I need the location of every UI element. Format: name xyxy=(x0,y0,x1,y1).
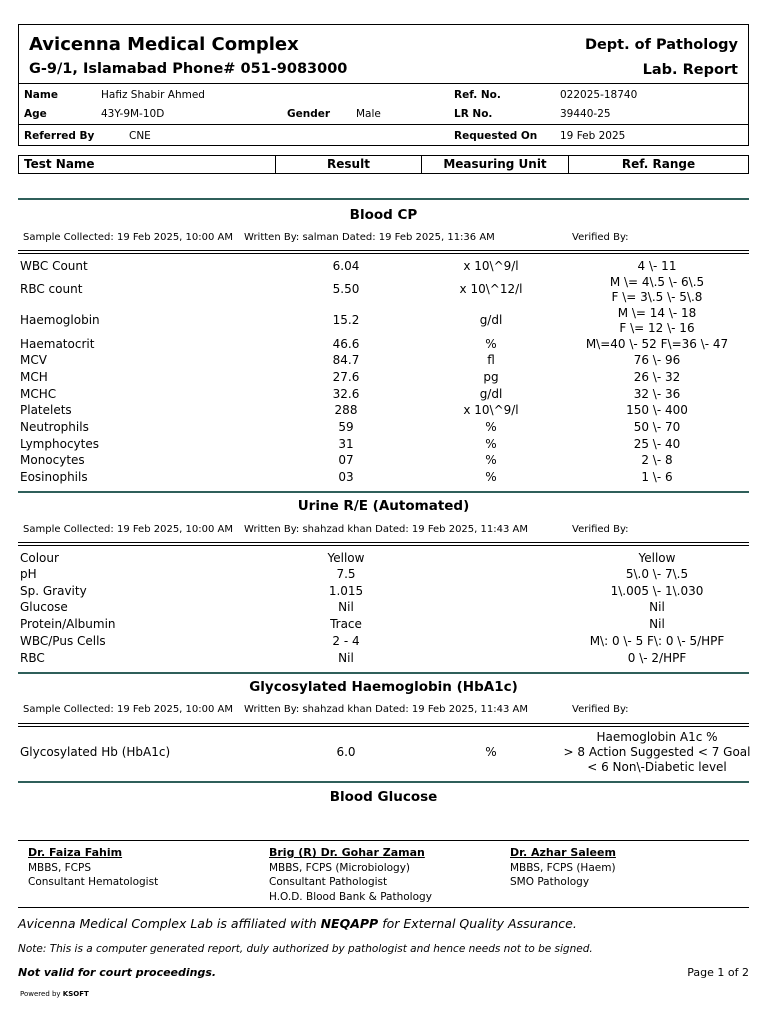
sample-collected: Sample Collected: 19 Feb 2025, 10:00 AM xyxy=(23,232,234,243)
result-row-haemoglobin xyxy=(18,306,749,335)
org-address: G-9/1, Islamabad Phone# 051-9083000 xyxy=(29,61,348,77)
test-ref-range: 1 \- 6 xyxy=(641,470,673,484)
col-result: Result xyxy=(276,156,422,173)
test-name: Platelets xyxy=(20,403,72,417)
doctor-title-2: H.O.D. Blood Bank & Pathology xyxy=(269,890,432,903)
referred-label: Referred By xyxy=(24,130,95,142)
col-ref-range: Ref. Range xyxy=(621,157,696,171)
powered-by xyxy=(20,990,89,998)
test-name: Colour xyxy=(20,551,59,565)
test-name: Neutrophils xyxy=(20,420,89,434)
test-unit: % xyxy=(485,437,497,451)
test-ref-range: 5\.0 \- 7\.5 xyxy=(625,567,689,581)
lr-no: 39440-25 xyxy=(560,108,611,120)
affiliation-bold: NEQAPP xyxy=(320,916,379,931)
test-result: Trace xyxy=(330,617,362,631)
test-result: 288 xyxy=(334,403,358,417)
test-result: 31 xyxy=(338,437,354,451)
result-row-eosinophils xyxy=(18,470,749,487)
powered-by-label: Powered by xyxy=(20,990,63,998)
test-name: MCHC xyxy=(20,387,57,401)
col-unit: Measuring Unit xyxy=(422,156,569,173)
test-result: 32.6 xyxy=(332,387,360,401)
test-result: 07 xyxy=(338,453,354,467)
result-row-lymphocytes xyxy=(18,437,749,454)
column-header xyxy=(18,155,749,174)
requested-on: 19 Feb 2025 xyxy=(560,130,626,142)
test-unit: g/dl xyxy=(479,387,503,401)
test-result: 6.04 xyxy=(332,259,360,273)
test-ref-range: 32 \- 36 xyxy=(633,387,681,401)
doctor-3 xyxy=(510,846,616,890)
name-label: Name xyxy=(24,89,58,101)
test-name: Eosinophils xyxy=(20,470,88,484)
test-unit: fl xyxy=(487,353,495,367)
test-unit: x 10\^9/l xyxy=(463,403,519,417)
verified-by: Verified By: xyxy=(572,704,629,715)
result-row-ph xyxy=(18,567,749,584)
test-result: 5.50 xyxy=(332,282,360,296)
test-unit: % xyxy=(485,337,497,351)
test-name: Glycosylated Hb (HbA1c) xyxy=(20,745,171,759)
test-name: Monocytes xyxy=(20,453,85,467)
doctor-title: SMO Pathology xyxy=(510,876,590,888)
sample-collected: Sample Collected: 19 Feb 2025, 10:00 AM xyxy=(23,524,234,535)
test-ref-range: 2 \- 8 xyxy=(641,453,673,467)
test-unit: g/dl xyxy=(479,313,503,327)
test-name: Protein/Albumin xyxy=(20,617,116,631)
computer-generated-note: Note: This is a computer generated report, duly authorized by pathologist and hence needs not to be signed. xyxy=(18,943,593,955)
test-name: RBC xyxy=(20,651,45,665)
test-name: Haemoglobin xyxy=(20,313,100,327)
test-result: 1.015 xyxy=(328,584,364,598)
doctor-title: Consultant Pathologist xyxy=(269,876,388,888)
requested-label: Requested On xyxy=(454,130,538,142)
test-ref-range: 4 \- 11 xyxy=(637,259,677,273)
result-row-rbc-urine xyxy=(18,651,749,668)
meta-divider xyxy=(18,253,749,254)
test-result: Nil xyxy=(338,651,354,665)
court-disclaimer: Not valid for court proceedings. xyxy=(18,966,217,979)
doctor-2 xyxy=(269,846,432,904)
test-name: Lymphocytes xyxy=(20,437,99,451)
test-result: Yellow xyxy=(327,551,365,565)
test-ref-range-3: < 6 Non\-Diabetic level xyxy=(587,760,727,774)
section-divider xyxy=(18,198,749,200)
meta-divider xyxy=(18,726,749,727)
result-row-colour xyxy=(18,551,749,568)
test-ref-range: 1\.005 \- 1\.030 xyxy=(610,584,704,598)
doctor-title: Consultant Hematologist xyxy=(28,876,159,888)
report-type: Lab. Report xyxy=(642,62,738,78)
test-name: Glucose xyxy=(20,600,68,614)
sample-collected: Sample Collected: 19 Feb 2025, 10:00 AM xyxy=(23,704,234,715)
ref-label: Ref. No. xyxy=(454,89,501,101)
test-result: 7.5 xyxy=(336,567,356,581)
test-ref-range: 50 \- 70 xyxy=(633,420,681,434)
test-name: WBC Count xyxy=(20,259,88,273)
test-unit: % xyxy=(485,420,497,434)
patient-gender: Male xyxy=(356,108,381,120)
section-title-urine: Urine R/E (Automated) xyxy=(297,498,470,514)
meta-divider xyxy=(18,542,749,543)
test-name: Haematocrit xyxy=(20,337,95,351)
test-name: MCV xyxy=(20,353,47,367)
written-by: Written By: salman Dated: 19 Feb 2025, 11:36 AM xyxy=(244,232,495,243)
test-result: 03 xyxy=(338,470,354,484)
test-ref-range: 0 \- 2/HPF xyxy=(627,651,687,665)
meta-divider xyxy=(18,723,749,724)
test-ref-range: M \= 4\.5 \- 6\.5 xyxy=(609,275,705,289)
result-row-mchc xyxy=(18,387,749,404)
result-row-protein xyxy=(18,617,749,634)
col-test-name: Test Name xyxy=(19,156,276,173)
result-row-monocytes xyxy=(18,453,749,470)
test-ref-range-f: F \= 12 \- 16 xyxy=(619,321,695,335)
test-result: 84.7 xyxy=(332,353,360,367)
result-row-sp-gravity xyxy=(18,584,749,601)
test-unit: % xyxy=(485,470,497,484)
written-by: Written By: shahzad khan Dated: 19 Feb 2025, 11:43 AM xyxy=(244,704,528,715)
page-number: Page 1 of 2 xyxy=(687,966,749,979)
test-ref-range: 25 \- 40 xyxy=(633,437,681,451)
gender-label: Gender xyxy=(287,108,331,120)
section-title-blood-cp: Blood CP xyxy=(349,207,418,223)
lr-label: LR No. xyxy=(454,108,493,120)
test-ref-range: M\=40 \- 52 F\=36 \- 47 xyxy=(585,337,729,351)
section-divider xyxy=(18,672,749,674)
test-ref-range: M \= 14 \- 18 xyxy=(617,306,697,320)
age-label: Age xyxy=(24,108,47,120)
info-divider xyxy=(19,124,748,125)
test-ref-range: 26 \- 32 xyxy=(633,370,681,384)
patient-name: Hafiz Shabir Ahmed xyxy=(101,89,205,101)
doctor-name: Dr. Azhar Saleem xyxy=(510,846,616,859)
section-divider xyxy=(18,781,749,783)
ksoft-logo: KSOFT xyxy=(62,990,89,998)
affiliation-text xyxy=(18,916,577,931)
result-row-haematocrit xyxy=(18,337,749,354)
test-name: pH xyxy=(20,567,37,581)
test-result: 27.6 xyxy=(332,370,360,384)
report-header xyxy=(18,24,749,84)
result-row-rbc xyxy=(18,275,749,304)
affiliation-post: for External Quality Assurance. xyxy=(378,916,577,931)
test-name: MCH xyxy=(20,370,48,384)
test-ref-range: Nil xyxy=(649,600,665,614)
test-name: RBC count xyxy=(20,282,83,296)
test-ref-range: 76 \- 96 xyxy=(633,353,681,367)
test-unit: x 10\^9/l xyxy=(463,259,519,273)
result-row-hba1c xyxy=(18,730,751,774)
verified-by: Verified By: xyxy=(572,232,629,243)
dept-name: Dept. of Pathology xyxy=(584,37,738,53)
written-by: Written By: shahzad khan Dated: 19 Feb 2025, 11:43 AM xyxy=(244,524,528,535)
test-name: Sp. Gravity xyxy=(20,584,87,598)
result-row-wbc-pus xyxy=(18,634,749,651)
test-ref-range-f: F \= 3\.5 \- 5\.8 xyxy=(611,290,703,304)
test-result: 46.6 xyxy=(332,337,360,351)
affiliation-pre: Avicenna Medical Complex Lab is affiliated with xyxy=(18,916,321,931)
meta-divider xyxy=(18,545,749,546)
test-ref-range: M\: 0 \- 5 F\: 0 \- 5/HPF xyxy=(589,634,725,648)
result-row-neutrophils xyxy=(18,420,749,437)
test-name: WBC/Pus Cells xyxy=(20,634,106,648)
referred-by: CNE xyxy=(129,130,151,142)
test-result: 59 xyxy=(338,420,354,434)
result-row-wbc xyxy=(18,259,749,276)
test-ref-range: Haemoglobin A1c % xyxy=(596,730,718,744)
test-unit: x 10\^12/l xyxy=(459,282,523,296)
doctor-qualification: MBBS, FCPS xyxy=(28,861,91,874)
test-unit: % xyxy=(485,745,497,759)
doctor-name: Dr. Faiza Fahim xyxy=(28,846,123,859)
test-result: 6.0 xyxy=(336,745,356,759)
section-title-hba1c: Glycosylated Haemoglobin (HbA1c) xyxy=(249,679,518,695)
test-ref-range: 150 \- 400 xyxy=(626,403,688,417)
result-row-platelets xyxy=(18,403,749,420)
test-ref-range-2: > 8 Action Suggested < 7 Goal xyxy=(563,745,751,759)
result-row-mch xyxy=(18,370,749,387)
verified-by: Verified By: xyxy=(572,524,629,535)
patient-info xyxy=(18,83,749,146)
meta-divider xyxy=(18,250,749,251)
test-ref-range: Nil xyxy=(649,617,665,631)
test-result: 15.2 xyxy=(332,313,360,327)
result-row-mcv xyxy=(18,353,749,370)
result-row-glucose xyxy=(18,600,749,617)
org-name: Avicenna Medical Complex xyxy=(29,34,299,55)
test-result: 2 - 4 xyxy=(332,634,360,648)
test-unit: % xyxy=(485,453,497,467)
patient-age: 43Y-9M-10D xyxy=(101,108,165,120)
doctor-qualification: MBBS, FCPS (Haem) xyxy=(510,861,616,874)
test-result: Nil xyxy=(338,600,354,614)
section-divider xyxy=(18,491,749,493)
signatories-box xyxy=(18,840,749,908)
test-ref-range: Yellow xyxy=(638,551,676,565)
ref-no: 022025-18740 xyxy=(560,89,638,101)
section-title-blood-glucose: Blood Glucose xyxy=(329,789,438,805)
doctor-qualification: MBBS, FCPS (Microbiology) xyxy=(269,861,411,874)
test-unit: pg xyxy=(483,370,499,384)
doctor-1 xyxy=(28,846,158,890)
doctor-name: Brig (R) Dr. Gohar Zaman xyxy=(269,846,425,859)
